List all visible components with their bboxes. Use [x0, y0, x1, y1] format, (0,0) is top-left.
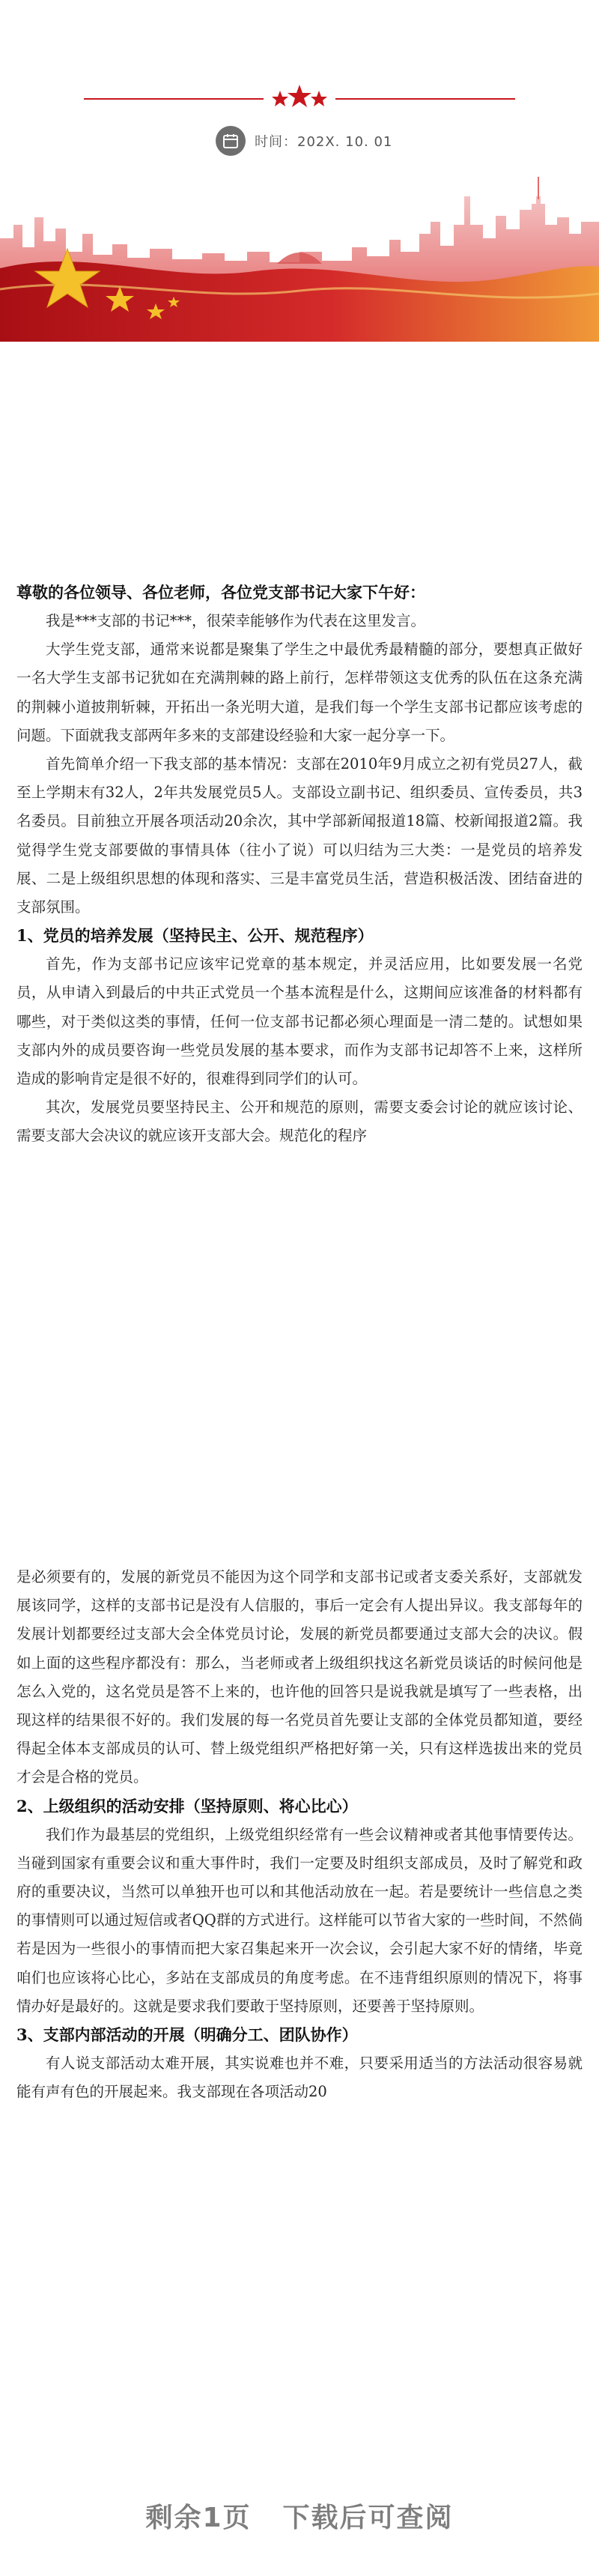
- date-label: 时间：202X. 10. 01: [255, 134, 393, 150]
- speech-section-2: [16, 1563, 583, 2106]
- paragraph: 大学生党支部，通常来说都是聚集了学生之中最优秀最精髓的部分，要想真正做好一名大学生支部书记犹如在充满荆棘的路上前行，怎样带领这支优秀的队伍在这条充满的荆棘小道披荆斩棘，开拓出一条光明大道，是我们每一个学生支部书记都应该考虑的问题。下面就我支部两年多来的支部建设经验和大家一起分享一下。: [16, 641, 583, 744]
- paragraph: 我们作为最基层的党组织，上级党组织经常有一些会议精神或者其他事情要传达。当碰到国家有重要会议和重大事件时，我们一定要及时组织支部成员，及时了解党和政府的重要决议，当然可以单独开也可以和其他活动放在一起。若是要统计一些信息之类的事情则可以通过短信或者QQ群的方式进行。这样能可以节省大家的一些时间，不然倘若是因为一些很小的事情而把大家召集起来开一次会议，会引起大家不好的情绪，毕竟咱们也应该将心比心，多站在支部成员的角度考虑。在不违背组织原则的情况下，将事情办好是最好的。这就是要求我们要敢于坚持原则，还要善于坚持原则。: [16, 1825, 583, 2015]
- divider-stars: [84, 85, 515, 107]
- date-row: [216, 126, 392, 156]
- greeting: 尊敬的各位领导、各位老师，各位党支部书记大家下午好：: [16, 583, 425, 602]
- paragraph: 有人说支部活动太难开展，其实说难也并不难，只要采用适当的方法活动很容易就能有声有色的开展起来。我支部现在各项活动20: [16, 2055, 583, 2101]
- star-icon: [311, 91, 327, 106]
- section-heading: 3、支部内部活动的开展（明确分工、团队协作）: [16, 2025, 358, 2045]
- section-heading: 1、党员的培养发展（坚持民主、公开、规范程序）: [16, 926, 374, 946]
- paragraph: 我是***支部的书记***，很荣幸能够作为代表在这里发言。: [46, 612, 426, 629]
- section-heading: 2、上级组织的活动安排（坚持原则、将心比心）: [16, 1796, 358, 1815]
- speech-section-1: [16, 578, 583, 1151]
- remaining-pages-label: 剩余1页: [145, 2503, 252, 2533]
- download-to-view-label: 下载后可查阅: [282, 2503, 454, 2533]
- star-icon: [288, 85, 311, 107]
- paragraph: 是必须要有的，发展的新党员不能因为这个同学和支部书记或者支委关系好，支部就发展该同学，这样的支部书记是没有人信服的，事后一定会有人提出异议。我支部每年的发展计划都要经过支部大会全体党员讨论，发展的新党员都要通过支部大会的决议。假如上面的这些程序都没有：那么，当老师或者上级组织找这名新党员谈话的时候问他是怎么入党的，这名党员是答不上来的，也许他的回答只是说我就是填写了一些表格，出现这样的结果很不好的。我们发展的每一名党员首先要让支部的全体党员都知道，要经得起全体本支部成员的认可、替上级党组织严格把好第一关，只有这样选拔出来的党员才会是合格的党员。: [16, 1568, 583, 1786]
- star-icon: [272, 91, 288, 106]
- paragraph: 其次，发展党员要坚持民主、公开和规范的原则，需要支委会讨论的就应该讨论、需要支部大会决议的就应该开支部大会。规范化的程序: [16, 1098, 583, 1145]
- calendar-icon: [216, 126, 246, 156]
- header-decoration: [0, 0, 599, 345]
- paragraph: 首先简单介绍一下我支部的基本情况：支部在2010年9月成立之初有党员27人，截至上学期末有32人，2年共发展党员5人。支部设立副书记、组织委员、宣传委员，共3名委员。目前独立开展各项活动20余次，其中学部新闻报道18篇、校新闻报道2篇。我觉得学生党支部要做的事情具体（往小了说）可以归结为三大类：一是党员的培养发展、二是上级组织思想的体现和落实、三是丰富党员生活，营造积极活泼、团结奋进的支部氛围。: [16, 755, 583, 916]
- paragraph: 首先，作为支部书记应该牢记党章的基本规定，并灵活应用，比如要发展一名党员，从申请入到最后的中共正式党员一个基本流程是什么，这期间应该准备的材料都有哪些，对于类似这类的事情，任何一位支部书记都必须心理面是一清二楚的。试想如果支部内外的成员要咨询一些党员发展的基本要求，而作为支部书记却答不上来，这样所造成的影响肯定是很不好的，很难得到同学们的认可。: [16, 955, 583, 1088]
- download-prompt[interactable]: [0, 2480, 599, 2551]
